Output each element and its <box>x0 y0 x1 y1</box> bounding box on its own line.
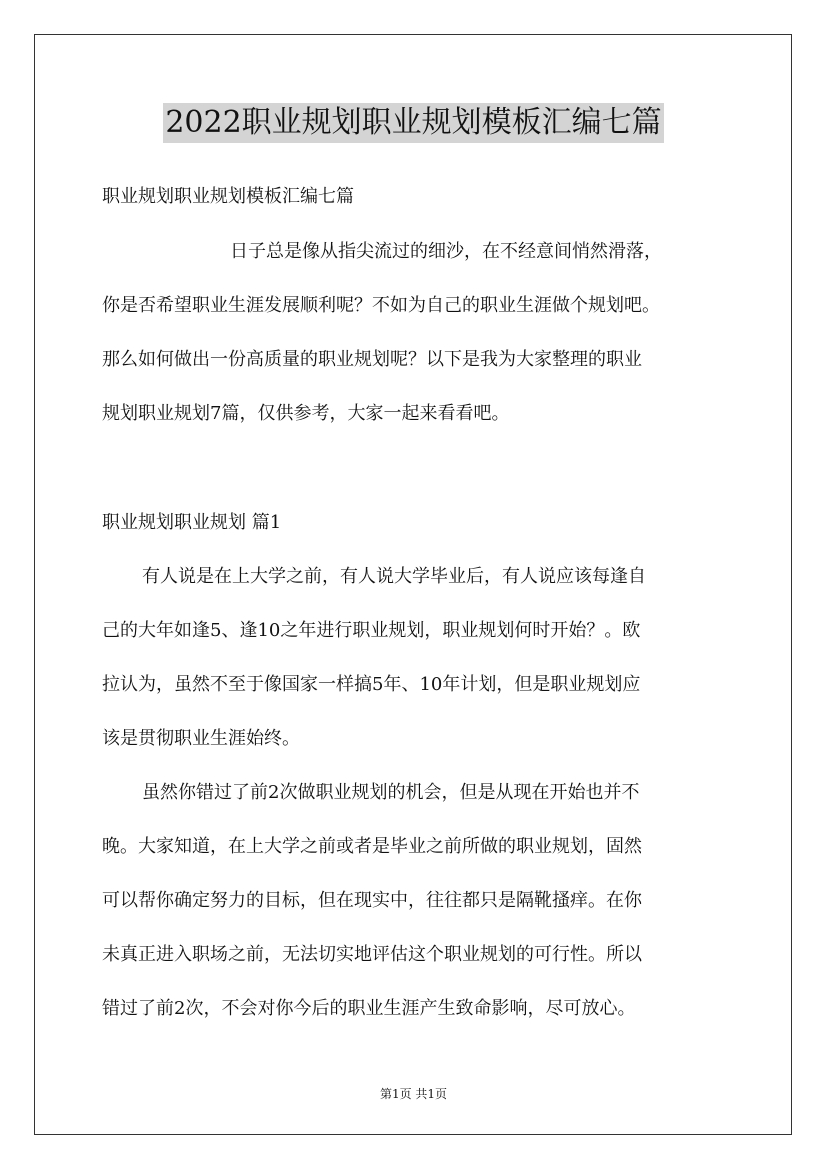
paragraph-line: 晚。大家知道，在上大学之前或者是毕业之前所做的职业规划，固然 <box>102 836 642 857</box>
paragraph-line: 错过了前2次，不会对你今后的职业生涯产生致命影响，尽可放心。 <box>102 998 636 1019</box>
intro-line: 日子总是像从指尖流过的细沙，在不经意间悄然滑落， <box>230 241 662 262</box>
paragraph-line: 该是贯彻职业生涯始终。 <box>102 728 300 749</box>
paragraph-line: 虽然你错过了前2次做职业规划的机会，但是从现在开始也并不 <box>142 782 640 803</box>
document-subtitle: 职业规划职业规划模板汇编七篇 <box>102 186 354 207</box>
section-heading: 职业规划职业规划 篇1 <box>102 512 282 533</box>
paragraph-line: 拉认为，虽然不至于像国家一样搞5年、10年计划，但是职业规划应 <box>102 674 641 695</box>
paragraph-line: 己的大年如逢5、逢10之年进行职业规划，职业规划何时开始？。欧 <box>102 620 641 641</box>
page-footer: 第1页 共1页 <box>379 1087 448 1101</box>
paragraph-line: 有人说是在上大学之前，有人说大学毕业后，有人说应该每逢自 <box>142 566 646 587</box>
intro-line: 你是否希望职业生涯发展顺利呢？不如为自己的职业生涯做个规划吧。 <box>102 295 660 316</box>
intro-line: 规划职业规划7篇，仅供参考，大家一起来看看吧。 <box>102 403 510 424</box>
paragraph-line: 未真正进入职场之前，无法切实地评估这个职业规划的可行性。所以 <box>102 944 642 965</box>
paragraph-line: 可以帮你确定努力的目标，但在现实中，往往都只是隔靴搔痒。在你 <box>102 890 642 911</box>
document-title: 2022职业规划职业规划模板汇编七篇 <box>163 103 663 143</box>
intro-line: 那么如何做出一份高质量的职业规划呢？以下是我为大家整理的职业 <box>102 349 642 370</box>
document-title-wrap <box>0 103 827 143</box>
